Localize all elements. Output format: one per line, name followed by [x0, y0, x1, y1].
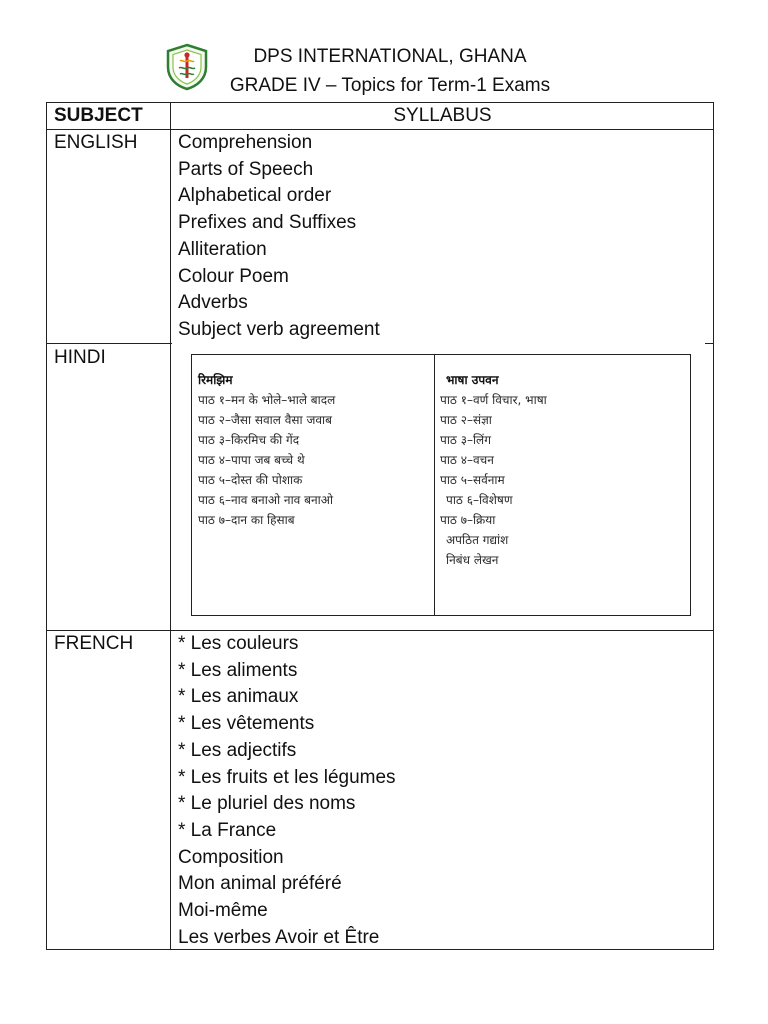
hindi-left-heading: रिमझिम	[198, 373, 233, 387]
list-item: पाठ ५–दोस्त की पोशाक	[198, 473, 303, 487]
school-name: DPS INTERNATIONAL, GHANA	[253, 46, 527, 67]
column-header-syllabus: SYLLABUS	[393, 105, 492, 126]
english-topics-list	[178, 130, 380, 344]
list-item: Les verbes Avoir et Être	[178, 926, 380, 948]
list-item: पाठ ४–वचन	[440, 453, 494, 467]
list-item: * Les aliments	[178, 659, 298, 681]
list-item: Moi-même	[178, 900, 268, 922]
subject-french: FRENCH	[54, 633, 134, 654]
list-item: Parts of Speech	[178, 158, 314, 180]
list-item: Subject verb agreement	[178, 318, 380, 340]
list-item: पाठ ३–लिंग	[440, 433, 491, 447]
list-item: पाठ ६–नाव बनाओ नाव बनाओ	[198, 493, 334, 507]
list-item: Composition	[178, 846, 284, 868]
page-subtitle: GRADE IV – Topics for Term-1 Exams	[229, 75, 551, 96]
list-item: Alphabetical order	[178, 185, 332, 207]
french-topics-list	[178, 631, 396, 951]
list-item: Prefixes and Suffixes	[178, 212, 357, 234]
list-item: Comprehension	[178, 132, 313, 153]
list-item: पाठ ५–सर्वनाम	[440, 473, 505, 487]
hindi-box-divider	[434, 355, 435, 615]
column-header-subject: SUBJECT	[54, 105, 143, 126]
list-item: पाठ १–मन के भोले–भाले बादल	[198, 393, 336, 407]
list-item: पाठ ३–किरमिच की गेंद	[198, 433, 300, 447]
list-item: पाठ ६–विशेषण	[446, 493, 513, 507]
list-item: पाठ २–जैसा सवाल वैसा जवाब	[198, 413, 332, 427]
list-item: * Les couleurs	[178, 633, 299, 654]
hindi-right-heading: भाषा उपवन	[446, 373, 499, 387]
subject-english: ENGLISH	[54, 132, 138, 153]
hindi-syllabus-box	[191, 354, 691, 616]
list-item: पाठ १–वर्ण विचार, भाषा	[440, 393, 547, 407]
syllabus-table	[46, 102, 714, 950]
list-item: * Les animaux	[178, 686, 299, 708]
list-item: पाठ ७–क्रिया	[440, 513, 496, 527]
list-item: * Les adjectifs	[178, 739, 297, 761]
list-item: Mon animal préféré	[178, 873, 342, 895]
list-item: पाठ ४–पापा जब बच्चे थे	[198, 453, 305, 467]
list-item: अपठित गद्यांश	[446, 533, 509, 547]
list-item: * La France	[178, 819, 277, 841]
list-item: * Le pluriel des noms	[178, 793, 356, 815]
column-divider	[170, 103, 171, 949]
hindi-rimjhim-column	[198, 370, 335, 530]
list-item: * Les vêtements	[178, 713, 315, 735]
list-item: पाठ ७–दान का हिसाब	[198, 513, 295, 527]
list-item: Alliteration	[178, 238, 267, 260]
header-row-divider	[47, 129, 713, 130]
hindi-bhasha-upvan-column	[440, 370, 547, 570]
list-item: निबंध लेखन	[446, 553, 499, 567]
list-item: * Les fruits et les légumes	[178, 766, 396, 788]
english-hindi-divider-end	[705, 343, 714, 344]
subject-hindi: HINDI	[54, 347, 106, 368]
english-hindi-divider	[47, 343, 172, 344]
list-item: Colour Poem	[178, 265, 289, 287]
list-item: Adverbs	[178, 292, 248, 314]
list-item: पाठ २–संज्ञा	[440, 413, 492, 427]
